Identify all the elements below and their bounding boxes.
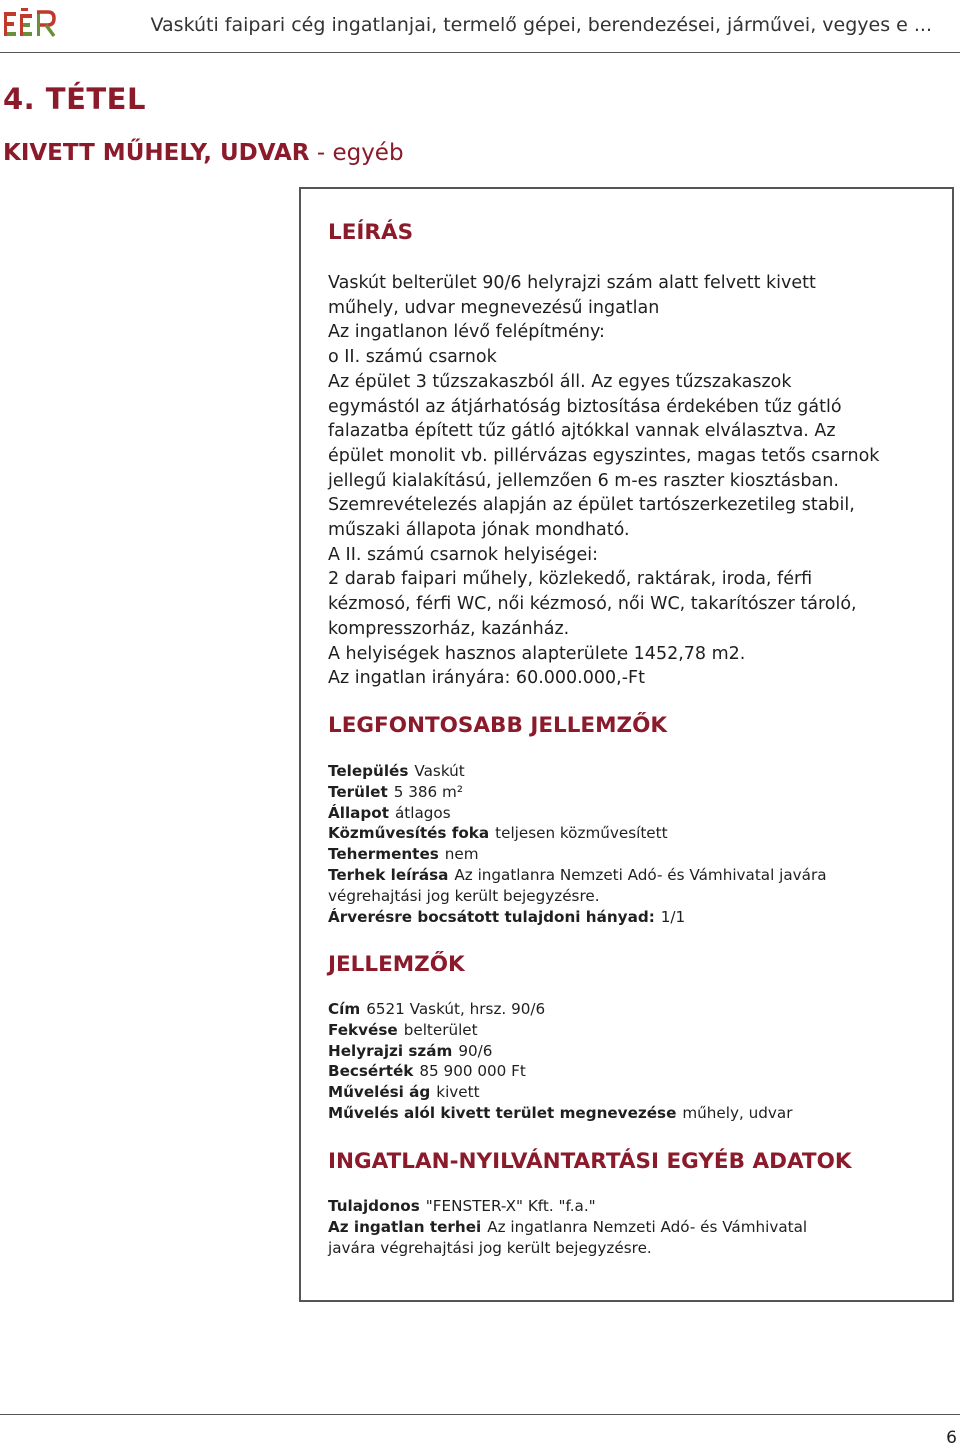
attribute-row (328, 1196, 948, 1217)
page-number: 6 (946, 1428, 957, 1448)
attribute-value: 90/6 (458, 1041, 493, 1060)
attribute-value: átlagos (394, 803, 451, 822)
description-line: A helyiségek hasznos alapterülete 1452,78 m2. (328, 643, 746, 664)
attribute-row (328, 1041, 948, 1062)
lot-type-suffix: - egyéb (316, 140, 404, 166)
description-line: falazatba épített tűz gátló ajtókkal vannak elválasztva. Az (328, 421, 836, 442)
lot-number: 4. TÉTEL (3, 82, 146, 116)
description-line: kompresszorház, kazánház. (328, 618, 570, 639)
attribute-label: Fekvése (328, 1020, 398, 1039)
attribute-row (328, 999, 948, 1020)
attribute-value: Az ingatlanra Nemzeti Adó- és Vámhivatal javára végrehajtási jog került bejegyzésre. (328, 865, 827, 905)
registry-list (328, 1196, 948, 1258)
description-line: műhely, udvar megnevezésű ingatlan (328, 297, 660, 318)
description-line: Szemrevételezés alapján az épület tartószerkezetileg stabil, (328, 495, 855, 516)
attribute-row (328, 803, 948, 824)
attribute-value: "FENSTER-X" Kft. "f.a." (425, 1197, 596, 1215)
key-features-heading: LEGFONTOSABB JELLEMZŐK (328, 713, 668, 738)
attribute-label: Becsérték (328, 1062, 414, 1081)
attribute-label: Tulajdonos (328, 1197, 420, 1215)
attribute-value: belterület (403, 1020, 478, 1039)
attribute-row (328, 1061, 948, 1082)
attribute-label: Cím (328, 1000, 361, 1018)
description-line: Az ingatlan irányára: 60.000.000,-Ft (328, 668, 645, 689)
attribute-label: Az ingatlan terhei (328, 1217, 482, 1236)
features-heading: JELLEMZŐK (328, 952, 465, 977)
details-panel (299, 187, 954, 1302)
attribute-row (328, 823, 948, 844)
description-line: Az épület 3 tűzszakaszból áll. Az egyes tűzszakaszok (328, 371, 792, 392)
key-features-list (328, 761, 948, 927)
description-heading: LEÍRÁS (328, 220, 414, 245)
attribute-value: 6521 Vaskút, hrsz. 90/6 (366, 1000, 546, 1018)
attribute-label: Terület (328, 782, 388, 801)
attribute-row (328, 844, 948, 865)
attribute-value: kivett (436, 1083, 480, 1102)
attribute-label: Tehermentes (328, 845, 439, 864)
attribute-value: Az ingatlanra Nemzeti Adó- és Vámhivatal javára végrehajtási jog került bejegyzésre. (328, 1217, 808, 1257)
attribute-label: Árverésre bocsátott tulajdoni hányad: (328, 907, 655, 926)
attribute-row (328, 1082, 948, 1103)
description-line: jellegű kialakítású, jellemzően 6 m-es raszter kiosztásban. (328, 470, 839, 491)
attribute-value: 1/1 (660, 907, 686, 926)
attribute-value: műhely, udvar (682, 1103, 793, 1122)
description-line: A II. számú csarnok helyiségei: (328, 544, 599, 565)
attribute-label: Település (328, 762, 409, 780)
attribute-label: Állapot (328, 803, 389, 822)
attribute-label: Közművesítés foka (328, 824, 490, 843)
attribute-row (328, 761, 948, 782)
attribute-label: Művelés alól kivett terület megnevezése (328, 1103, 677, 1122)
attribute-label: Terhek leírása (328, 865, 449, 884)
attribute-value: 5 386 m² (393, 782, 463, 801)
description-line: Vaskút belterület 90/6 helyrajzi szám alatt felvett kivett (328, 273, 816, 293)
description-line: egymástól az átjárhatóság biztosítása érdekében tűz gátló (328, 396, 842, 417)
attribute-row (328, 865, 858, 907)
eer-logo (4, 8, 56, 40)
description-text (328, 271, 948, 691)
attribute-value: teljesen közművesített (495, 824, 668, 843)
attribute-row (328, 907, 948, 928)
attribute-row (328, 1103, 948, 1124)
attribute-row (328, 1020, 948, 1041)
attribute-value: Vaskút (414, 762, 465, 780)
footer-divider (0, 1414, 960, 1415)
lot-subtitle (3, 140, 404, 166)
description-line: 2 darab faipari műhely, közlekedő, raktárak, iroda, férfi (328, 569, 813, 590)
attribute-row (328, 782, 948, 803)
document-title: Vaskúti faipari cég ingatlanjai, termelő gépei, berendezései, járművei, vegyes e ... (150, 14, 932, 36)
lot-type: KIVETT MŰHELY, UDVAR (3, 140, 310, 166)
attribute-label: Helyrajzi szám (328, 1041, 453, 1060)
description-line: Az ingatlanon lévő felépítmény: (328, 322, 605, 343)
attribute-value: 85 900 000 Ft (419, 1062, 526, 1081)
page-header (0, 0, 960, 53)
features-list (328, 999, 948, 1124)
description-line: kézmosó, férfi WC, női kézmosó, női WC, takarítószer tároló, (328, 594, 857, 615)
description-line: műszaki állapota jónak mondható. (328, 520, 630, 541)
attribute-row (328, 1217, 858, 1259)
description-line: o II. számú csarnok (328, 347, 497, 368)
description-line: épület monolit vb. pillérvázas egyszintes, magas tetős csarnok (328, 445, 880, 466)
attribute-value: nem (444, 845, 479, 864)
attribute-label: Művelési ág (328, 1083, 431, 1102)
registry-heading: INGATLAN-NYILVÁNTARTÁSI EGYÉB ADATOK (328, 1149, 852, 1174)
